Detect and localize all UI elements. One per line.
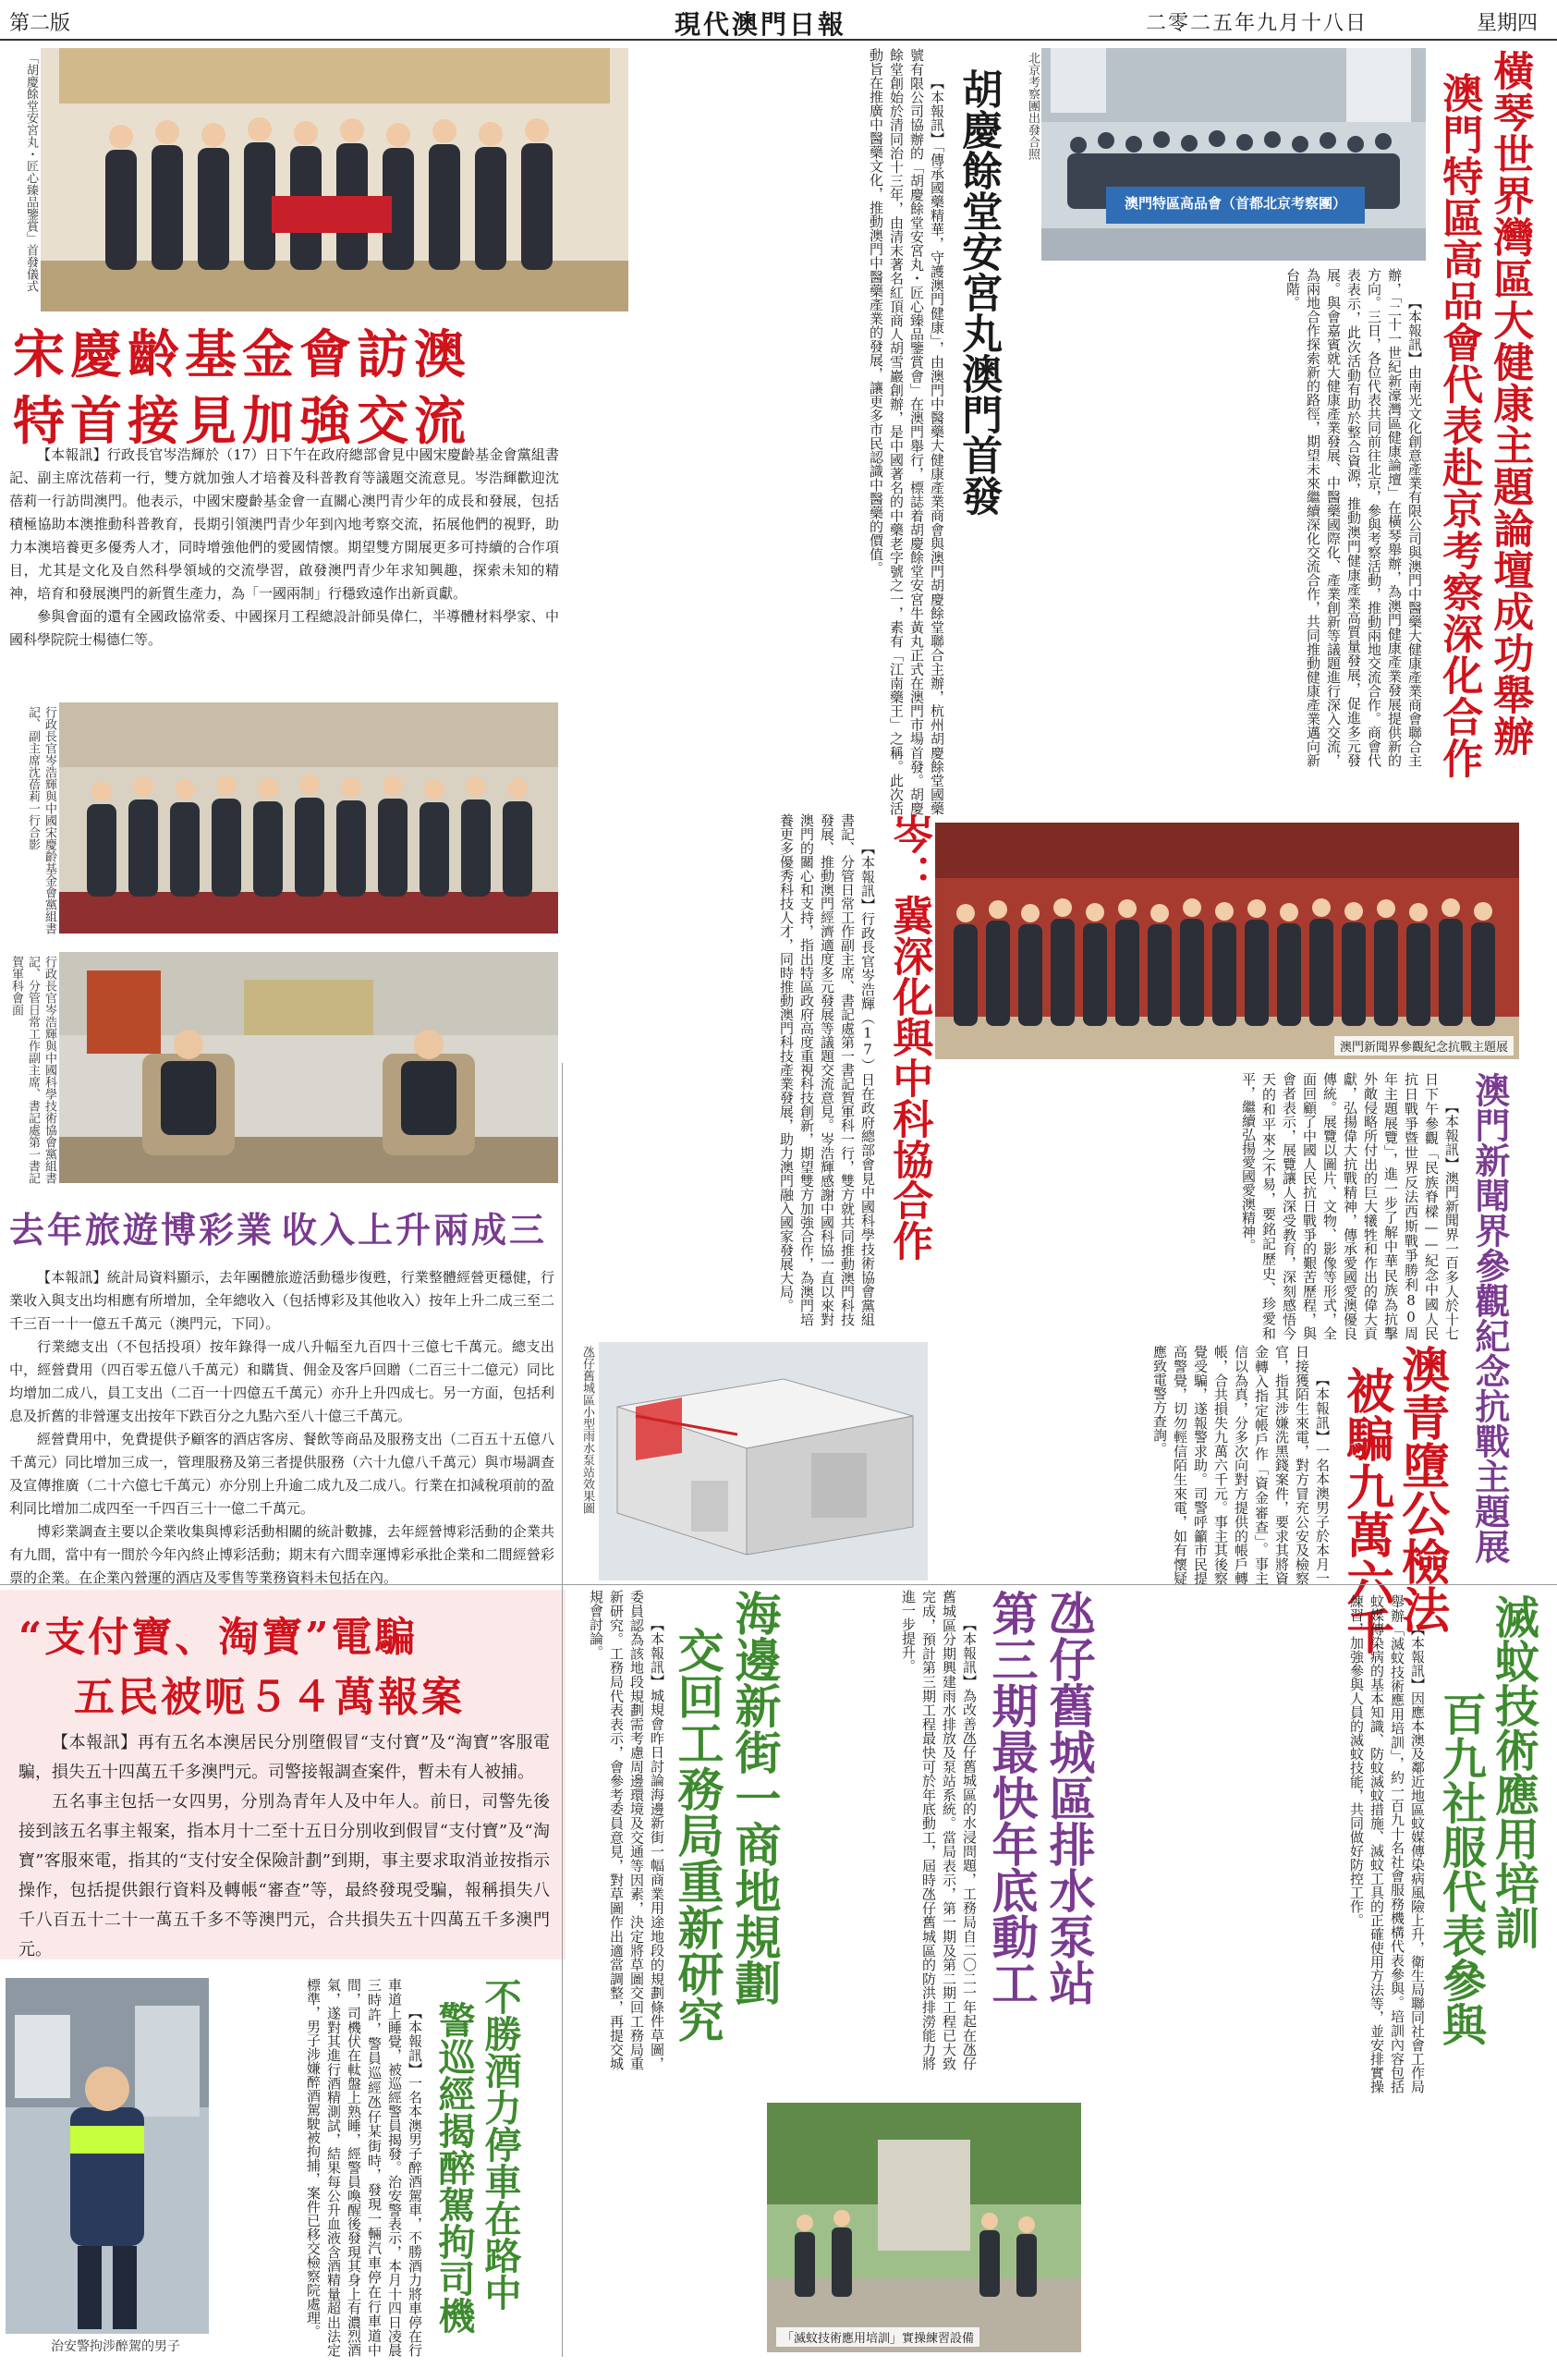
art10-headline-1: 海邊新街一商地規劃 (727, 1590, 783, 2006)
art10-body-text: 【本報訊】城規會昨日討論海邊新街一幅商業用途地段的規劃條件草圖，委員認為該地段規劃需考慮周邊環境及交通等因素，決定將草圖交回工務局重新研究。工務局代表表示，會參考委員意見，對草圖作出適當調整，再提交城規會討論。 (588, 1590, 665, 2070)
art3-photo-caption-1: 行政長官岑浩輝與中國宋慶齡基金會黨組書記、副主席沈蓓莉一行合影 (26, 706, 56, 934)
newspaper-title: 現代澳門日報 (675, 9, 847, 40)
edition-label: 第二版 (9, 12, 71, 35)
art9-headline-2: 第三期最快年底動工 (984, 1590, 1040, 2006)
art8-headline-2: 五民被呃５４萬報案 (74, 1674, 465, 1721)
art12-photo-police (6, 1978, 209, 2334)
art9-photo-caption: 氹仔舊城區小型雨水泵站效果圖 (580, 1346, 594, 1514)
art10-headline-2: 交回工務局重新研究 (670, 1627, 725, 2043)
art8-body-text-2: 五名事主包括一女四男，分別為青年人及中年人。前日，司警先後接到該五名事主報案，指本月十二至十五日分別收到假冒“支付寶”及“淘寶”客服來電，指其的“支付安全保險計劃”到期，事主要求取消並按指示操作，包括提供銀行資料及轉帳“審查”等，最終發現受騙，報稱損失八千八百五十二十一萬五千多不等澳門元，合共損失五十四萬五千多澳門元。 (18, 1792, 550, 1959)
art1-headline-1: 橫琴世界灣區大健康主題論壇成功舉辦 (1486, 50, 1534, 757)
art8-headline-1: “支付寶、淘寶”電騙 (18, 1614, 419, 1661)
art11-body (1109, 1594, 1428, 2093)
art1-photo-group (1041, 48, 1426, 261)
art2-body (638, 48, 947, 815)
art5-headline: 澳門新聞界參觀紀念抗戰主題展 (1468, 1072, 1511, 1564)
art2-photo-ceremony (41, 48, 628, 311)
art1-body (1041, 268, 1425, 767)
art3-headline-1: 宋慶齡基金會訪澳 (13, 324, 471, 385)
art3-body-text: 【本報訊】行政長官岑浩輝於（17）日下午在政府總部會見中國宋慶齡基金會黨組書記、副主席沈蓓莉一行，雙方就加強人才培養及科普教育等議題交流意見。岑浩輝歡迎沈蓓莉一行訪問澳門。他表示，中國宋慶齡基金會一直關心澳門青少年的成長和發展，包括積極協助本澳推動科普教育，長期引領澳門青少年到內地考察交流，拓展他們的視野，助力本澳培養更多優秀人才，同時增強他們的愛國情懷。期望雙方開展更多可持續的合作項目，尤其是文化及自然科學領域的交流學習，啟發澳門青少年求知興趣，探索未知的精神，培育和發展澳門的新質生產力，為「一國兩制」行穩致遠作出新貢獻。 (9, 446, 559, 602)
art10-body (575, 1590, 667, 2070)
art4-body-text: 【本報訊】行政長官岑浩輝（17）日在政府總部會見中國科學技術協會黨組書記、分管日常工作副主席、書記處第一書記賀軍科一行，雙方就共同推動澳門科技發展、推動澳門經濟適度多元發展等議題交流意見。岑浩輝感謝中國科協一直以來對澳門的關心和支持，指出特區政府高度重視科技創新，期望雙方加強合作，為澳門培養更多優秀科技人才，同時推動澳門科技產業發展，助力澳門融入國家發展大局。 (778, 813, 876, 1326)
art5-body (935, 1072, 1462, 1340)
art12-photo-caption: 治安警拘涉醉駕的男子 (51, 2339, 180, 2354)
art3-body (9, 444, 559, 656)
art6-headline-1: 澳青墮公檢法 (1393, 1345, 1450, 1633)
art3-photo-group (59, 702, 558, 934)
art7-body-text-2: 行業總支出（不包括投項）按年錄得一成八升幅至九百四十三億七千萬元。總支出中，經營費用（四百零五億八千萬元）和購貨、佣金及客戶回贈（二百三十二億元）同比均增加二成八，員工支出（二百一十四億五千萬元）亦升上升四成七。另一方面，包括利息及折舊的非營運支出按年下跌百分之九點六至八十億三千萬元。 (9, 1338, 554, 1424)
art11-photo-caption: 「滅蚊技術應用培訓」實操練習設備 (776, 2327, 979, 2347)
art2-body-text: 【本報訊】「傳承國藥精華，守護澳門健康」，由澳門中醫藥大健康產業商會與澳門胡慶餘堂聯合主辦，杭州胡慶餘堂國藥號有限公司協辦的「胡慶餘堂安宮丸・匠心臻品鑒賞會」在澳門舉行，標誌着胡慶餘堂安宮牛黃丸正式在澳門市場首發。胡慶餘堂創始於清同治十三年，由清末著名紅頂商人胡雪巖創辦，是中國著名的中藥老字號之一，素有「江南藥王」之稱。此次活動旨在推廣中醫藥文化，推動澳門中醫藥產業的發展，讓更多市民認識中醫藥的價值。 (868, 48, 945, 815)
issue-date: 二零二五年九月十八日 (1146, 12, 1368, 35)
art6-body-text: 【本報訊】一名本澳男子於本月一日接獲陌生來電，對方冒充公安及檢察官，指其涉嫌洗黑錢案件，要求其將資金轉入指定帳戶作「資金審查」。事主信以為真，分多次向對方提供的帳戶轉帳，合共損失九萬六千元。事主其後察覺受騙，遂報警求助。司警呼籲市民提高警覺，切勿輕信陌生來電，如有懷疑應致電警方查詢。 (1151, 1345, 1331, 1585)
art4-body (568, 813, 878, 1326)
art12-headline-2: 警巡經揭醉駕拘司機 (432, 2001, 476, 2334)
art11-headline-2: 百九社服代表參與 (1434, 1691, 1487, 2046)
art9-photo-render (599, 1342, 928, 1581)
art7-body-text-4: 博彩業調查主要以企業收集與博彩活動相關的統計數據，去年經營博彩活動的企業共有九間，當中有一間於今年內終止博彩活動；期末有六間幸運博彩承批企業和二間經營彩票的企業。在企業內營運的酒店及零售等業務資料未包括在內。 (9, 1523, 554, 1586)
art11-photo-training (767, 2103, 1081, 2352)
issue-weekday: 星期四 (1477, 12, 1539, 35)
masthead (0, 0, 1557, 41)
art7-body-text-3: 經營費用中，免費提供予顧客的酒店客房、餐飲等商品及服務支出（二百五十五億八千萬元）同比增加三成一，管理服務及第三者提供服務（六十九億八千萬元）與市場調查及宣傳推廣（二十六億七千萬元）亦分別上升逾二成九及二成八。行業在扣減稅項前的盈利同比增加二成四至一千四百三十一億二千萬元。 (9, 1431, 554, 1517)
art7-body (9, 1266, 554, 1586)
art3-photo-caption-2: 行政長官岑浩輝與中國科學技術協會黨組書記、分管日常工作副主席、書記處第一書記賀軍科會面 (9, 956, 56, 1184)
art6-headline-2: 被騙九萬六千 (1337, 1366, 1394, 1654)
art12-body-text: 【本報訊】一名本澳男子醉酒駕車，不勝酒力將車停在行車道上睡覺，被巡經警員揭發。治安警表示，本月十四日凌晨三時許，警員巡經氹仔某街時，發現一輛汽車停在行車道中間，司機伏在軚盤上熟睡，經警員喚醒後發現其身上有濃烈酒氣，遂對其進行酒精測試，結果每公升血液含酒精量超出法定標準，男子涉嫌醉酒駕駛被拘捕，案件已移交檢察院處理。 (305, 1978, 423, 2357)
art3-headline-2: 特首接見加強交流 (13, 391, 471, 452)
art3-body-text-2: 參與會面的還有全國政協常委、中國探月工程總設計師吳偉仁，半導體材料學家、中國科學院院士楊德仁等。 (9, 608, 559, 648)
art2-headline: 胡慶餘堂安宮丸澳門首發 (955, 68, 1003, 516)
art5-photo-group (935, 823, 1519, 1059)
art7-headline-2: 收入上升兩成三 (282, 1209, 548, 1251)
divider (562, 1063, 563, 2357)
divider (0, 1584, 1557, 1585)
art9-body-text: 【本報訊】為改善氹仔舊城區的水浸問題，工務局自二〇二一年起在氹仔舊城區分期興建雨水排放及泵站系統。當局表示，第一期及第二期工程已大致完成，預計第三期工程最快可於年底動工，屆時氹仔舊城區的防洪排澇能力將進一步提升。 (900, 1590, 978, 2070)
art12-headline-1: 不勝酒力停車在路中 (479, 1978, 522, 2311)
art8-body-text: 【本報訊】再有五名本澳居民分別墮假冒“支付寶”及“淘寶”客服電騙，損失五十四萬五千多澳門元。司警接報調查案件，暫未有人被捕。 (18, 1733, 550, 1782)
art4-headline: 岑：冀深化與中科協合作 (885, 813, 933, 1261)
art11-body-text: 【本報訊】因應本澳及鄰近地區蚊媒傳染病風險上升，衛生局聯同社會工作局舉辦「滅蚊技術應用培訓」，約一百九十名社會服務機構代表參與。培訓內容包括蚊媒傳染病的基本知識、防蚊滅蚊措施、滅蚊工具的正確使用方法等，並安排實操練習，加強參與人員的滅蚊技能，共同做好防控工作。 (1348, 1594, 1426, 2093)
art5-body-text: 【本報訊】澳門新聞界一百多人於十七日下午參觀「民族脊樑——紀念中國人民抗日戰爭暨世界反法西斯戰爭勝利80周年主題展覽」，進一步了解中華民族為抗擊外敵侵略所付出的巨大犧牲和作出的偉大貢獻，弘揚偉大抗戰精神，傳承愛國愛澳優良傳統。展覽以圖片、文物、影像等形式，全面回顧了中國人民抗日戰爭的艱苦歷程，與會者表示，展覽讓人深受教育，深刻感悟今天的和平來之不易，要銘記歷史、珍愛和平，繼續弘揚愛國愛澳精神。 (1240, 1072, 1460, 1340)
art7-body-text: 【本報訊】統計局資料顯示，去年團體旅遊活動穩步復甦，行業整體經營更穩健，行業收入與支出均相應有所增加，全年總收入（包括博彩及其他收入）按年上升二成三至二千三百一十一億五千萬元（澳門元，下同）。 (9, 1269, 554, 1332)
art11-headline-1: 滅蚊技術應用培訓 (1487, 1594, 1539, 1949)
art3-photo-meeting (59, 952, 558, 1183)
art1-headline-2: 澳門特區高品會代表赴京考察深化合作 (1435, 72, 1483, 779)
art9-body (795, 1590, 979, 2070)
art12-body (217, 1978, 425, 2357)
art4-photo-caption: 澳門新聞界參觀紀念抗戰主題展 (1334, 1036, 1514, 1056)
art1-photo-banner-text: 澳門特區高品會（首都北京考察團） (1124, 196, 1346, 212)
art2-photo-caption: 北京考察團出發合照 (1026, 52, 1040, 160)
art2-photo-caption-2: 「胡慶餘堂安宮丸・匠心臻品鑒賞」首發儀式 (24, 52, 38, 292)
art1-body-text: 【本報訊】由南光文化創意產業有限公司與澳門中醫藥大健康產業商會聯合主辦，「二十一世紀新濠灣區健康論壇」在橫琴舉辦，為澳門健康產業發展提供新的方向。三日，各位代表共同前往北京，參與考察活動，推動兩地交流合作。商會代表表示，此次活動有助於整合資源，推動澳門健康產業高質量發展，促進多元發展。與會嘉賓就大健康產業發展、中醫藥國際化、產業創新等議題進行深入交流，為兩地合作探索新的路徑，期望未來繼續深化交流合作，共同推動健康產業邁向新台階。 (1284, 268, 1423, 767)
art7-headline-1: 去年旅遊博彩業 (9, 1209, 275, 1251)
art8-body (18, 1728, 550, 1959)
art9-headline-1: 氹仔舊城區排水泵站 (1041, 1590, 1097, 2006)
art6-body (935, 1345, 1332, 1585)
